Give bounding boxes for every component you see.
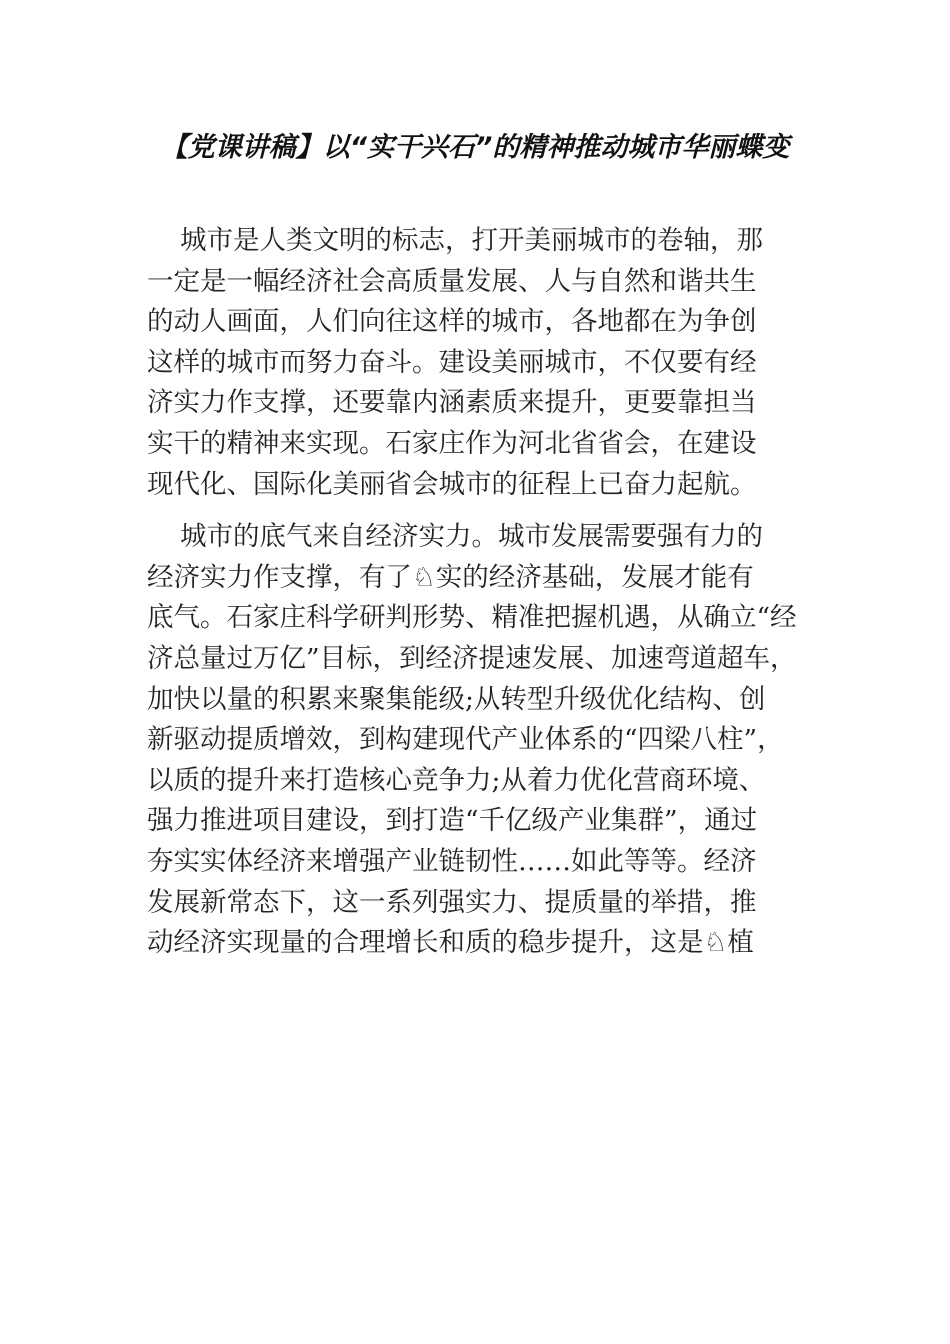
document-title: 【党课讲稿】以“实干兴石”的精神推动城市华丽蝶变 <box>160 132 790 163</box>
text-line: 实干的精神来实现。石家庄作为河北省省会，在建设 <box>147 427 757 459</box>
paragraph-1 <box>147 221 807 505</box>
text-line: 底气。石家庄科学研判形势、精准把握机遇，从确立“经 <box>147 602 797 634</box>
text-line: 强力推进项目建设，到打造“千亿级产业集群”，通过 <box>147 805 758 837</box>
text-line: 加快以量的积累来聚集能级;从转型升级优化结构、创 <box>147 683 766 715</box>
text-line: 以质的提升来打造核心竞争力;从着力优化营商环境、 <box>147 764 766 796</box>
text-line: 城市是人类文明的标志，打开美丽城市的卷轴，那 <box>180 225 763 256</box>
text-line: 一定是一幅经济社会高质量发展、人与自然和谐共生 <box>147 265 757 297</box>
paragraph-2 <box>147 517 807 964</box>
text-line: 新驱动提质增效，到构建现代产业体系的“四梁八柱”， <box>147 724 784 756</box>
text-line: 现代化、国际化美丽省会城市的征程上已奋力起航。 <box>147 468 757 500</box>
text-line: 济实力作支撑，还要靠内涵素质来提升，更要靠担当 <box>147 387 757 419</box>
text-line: 的动人画面，人们向往这样的城市，各地都在为争创 <box>147 306 757 338</box>
text-line: 动经济实现量的合理增长和质的稳步提升，这是♘植 <box>147 927 754 959</box>
text-line: 发展新常态下，这一系列强实力、提质量的举措，推 <box>147 886 757 918</box>
text-line: 济总量过万亿”目标，到经济提速发展、加速弯道超车， <box>147 642 797 674</box>
text-line: 城市的底气来自经济实力。城市发展需要强有力的 <box>180 521 763 553</box>
text-line: 夯实实体经济来增强产业链韧性……如此等等。经济 <box>147 845 757 877</box>
document-body <box>147 221 807 976</box>
text-line: 这样的城市而努力奋斗。建设美丽城市，不仅要有经 <box>147 346 757 378</box>
text-line: 经济实力作支撑，有了♘实的经济基础，发展才能有 <box>147 561 754 593</box>
